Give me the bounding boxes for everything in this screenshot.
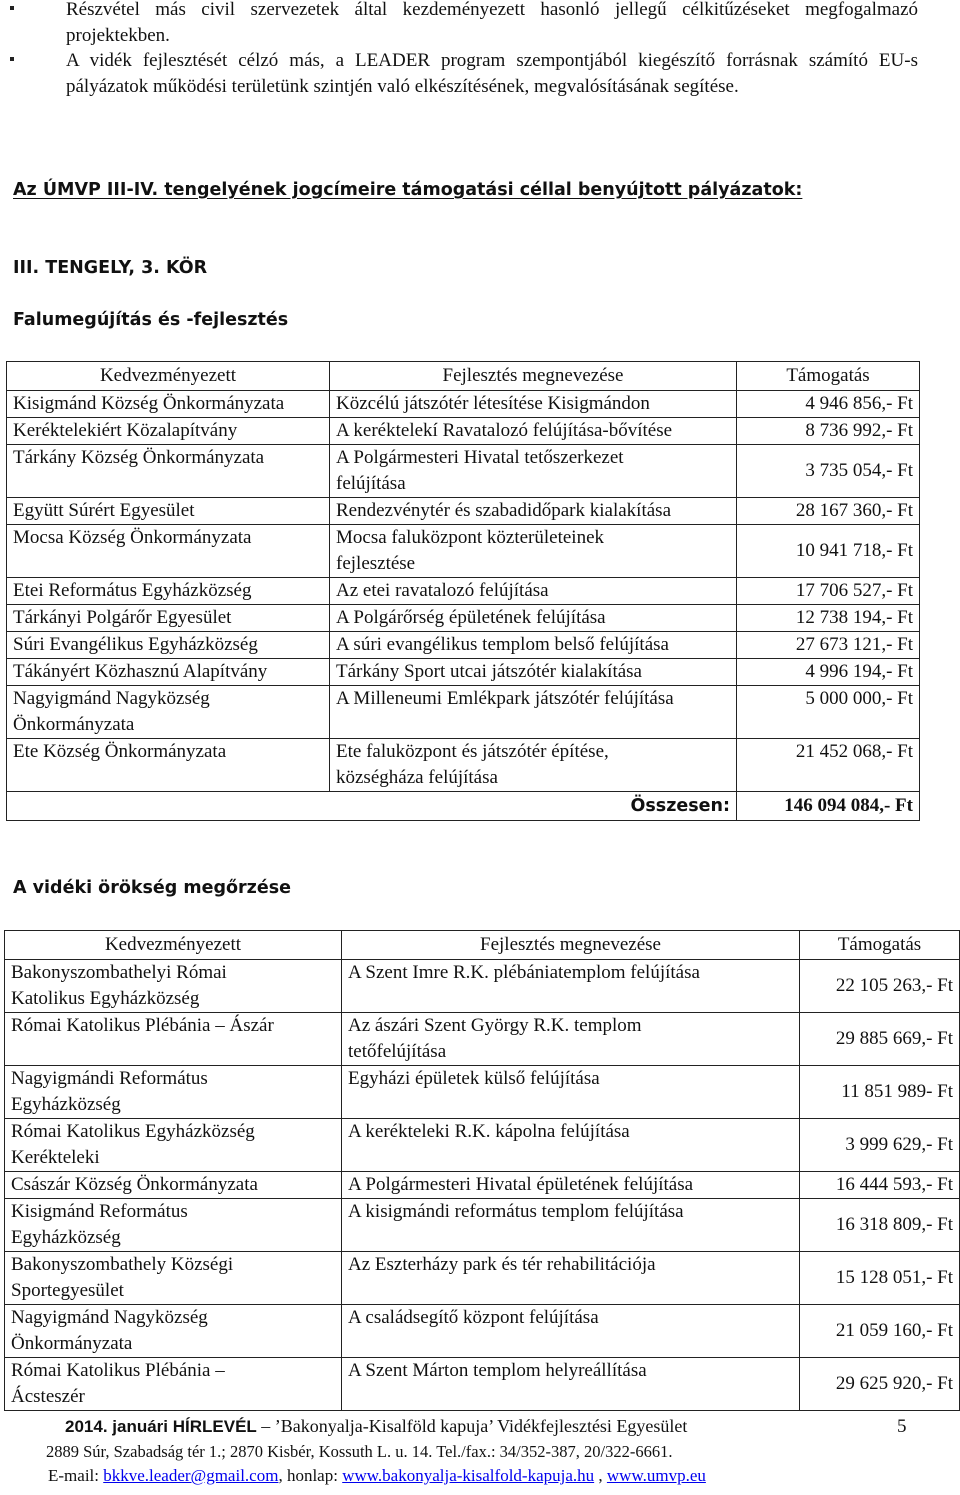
footer-org-name: ’Bakonyalja-Kisalföld kapuja’ Vidékfejlesztési Egyesület bbox=[274, 1416, 688, 1436]
cell-amount: 4 996 194,- Ft bbox=[737, 659, 920, 686]
total-label: Összesen: bbox=[7, 792, 737, 821]
cell-project: A családsegítő központ felújítása bbox=[342, 1305, 800, 1358]
cell-beneficiary: Mocsa Község Önkormányzata bbox=[7, 525, 330, 578]
cell-beneficiary: Római Katolikus Plébánia – Ászár bbox=[5, 1013, 342, 1066]
bullet-marker-icon bbox=[10, 57, 14, 61]
cell-amount: 27 673 121,- Ft bbox=[737, 632, 920, 659]
table-row bbox=[7, 418, 920, 445]
cell-project: Egyházi épületek külső felújítása bbox=[342, 1066, 800, 1119]
cell-beneficiary bbox=[5, 1199, 342, 1252]
cell-amount: 11 851 989- Ft bbox=[800, 1066, 960, 1119]
cell-project-text: A Polgármesteri Hivatal tetőszerkezet felújítása bbox=[336, 447, 624, 494]
cell-project: Az etei ravatalozó felújítása bbox=[330, 578, 737, 605]
cell-amount: 4 946 856,- Ft bbox=[737, 391, 920, 418]
cell-project: A Szent Imre R.K. plébániatemplom felújítása bbox=[342, 960, 800, 1013]
cell-beneficiary-text: Bakonyszombathely Községi Sportegyesület bbox=[11, 1254, 234, 1301]
cell-beneficiary: Tákányért Közhasznú Alapítvány bbox=[7, 659, 330, 686]
table-videki-orokseg bbox=[4, 930, 960, 1411]
cell-project: Közcélú játszótér létesítése Kisigmándon bbox=[330, 391, 737, 418]
cell-amount: 3 735 054,- Ft bbox=[737, 445, 920, 498]
column-header: Támogatás bbox=[737, 362, 920, 391]
cell-project-text: Az ászári Szent György R.K. templom tetőfelújítása bbox=[348, 1015, 642, 1062]
column-header: Fejlesztés megnevezése bbox=[330, 362, 737, 391]
table-row bbox=[5, 1199, 960, 1252]
cell-amount: 28 167 360,- Ft bbox=[737, 498, 920, 525]
footer-date: 2014. januári HÍRLEVÉL bbox=[65, 1417, 257, 1436]
cell-amount: 22 105 263,- Ft bbox=[800, 960, 960, 1013]
cell-amount: 21 059 160,- Ft bbox=[800, 1305, 960, 1358]
table-row bbox=[7, 525, 920, 578]
table-row bbox=[5, 1358, 960, 1411]
cell-amount: 21 452 068,- Ft bbox=[737, 739, 920, 792]
cell-beneficiary bbox=[5, 960, 342, 1013]
bullet-text: A vidék fejlesztését célzó más, a LEADER program szempontjából kiegészítő forrásnak számító EU-s pályázatok működési területünk szintjén való elkészítésének, megvalósításának segítése. bbox=[66, 50, 918, 97]
cell-amount: 5 000 000,- Ft bbox=[737, 686, 920, 739]
cell-beneficiary-text: Bakonyszombathelyi Római Katolikus Egyházközség bbox=[11, 962, 227, 1009]
cell-project: A súri evangélikus templom belső felújítása bbox=[330, 632, 737, 659]
cell-beneficiary: Ete Község Önkormányzata bbox=[7, 739, 330, 792]
footer-contact bbox=[48, 1466, 706, 1486]
cell-project: A Polgármesteri Hivatal épületének felújítása bbox=[342, 1172, 800, 1199]
column-header: Támogatás bbox=[800, 931, 960, 960]
cell-beneficiary: Tárkányi Polgárőr Egyesület bbox=[7, 605, 330, 632]
cell-amount: 16 318 809,- Ft bbox=[800, 1199, 960, 1252]
cell-beneficiary: Császár Község Önkormányzata bbox=[5, 1172, 342, 1199]
section-heading-umvp: Az ÚMVP III-IV. tengelyének jogcímeire támogatási céllal benyújtott pályázatok: bbox=[13, 180, 803, 200]
cell-project: Az Eszterházy park és tér rehabilitációja bbox=[342, 1252, 800, 1305]
footer-line-newsletter bbox=[65, 1416, 687, 1437]
cell-beneficiary bbox=[7, 686, 330, 739]
cell-beneficiary bbox=[5, 1305, 342, 1358]
table-row bbox=[7, 605, 920, 632]
table-row bbox=[5, 1013, 960, 1066]
table-row bbox=[7, 632, 920, 659]
table-row bbox=[7, 739, 920, 792]
table-row bbox=[5, 1172, 960, 1199]
link-separator: , bbox=[594, 1466, 607, 1485]
homepage-link[interactable]: www.bakonyalja-kisalfold-kapuja.hu bbox=[342, 1466, 595, 1485]
cell-amount: 16 444 593,- Ft bbox=[800, 1172, 960, 1199]
table-header-row bbox=[7, 362, 920, 391]
cell-amount: 29 625 920,- Ft bbox=[800, 1358, 960, 1411]
table-header-row bbox=[5, 931, 960, 960]
bullet-text: Részvétel más civil szervezetek által kezdeményezett hasonló jellegű célkitűzéseket megfogalmazó projektekben. bbox=[66, 0, 918, 46]
cell-beneficiary-text: Római Katolikus Egyházközség Kerékteleki bbox=[11, 1121, 255, 1168]
cell-amount: 17 706 527,- Ft bbox=[737, 578, 920, 605]
cell-beneficiary bbox=[5, 1358, 342, 1411]
homepage-label: , honlap: bbox=[278, 1466, 343, 1485]
bullet-marker-icon bbox=[10, 6, 14, 10]
page-number: 5 bbox=[897, 1416, 907, 1437]
cell-project: Tárkány Sport utcai játszótér kialakítása bbox=[330, 659, 737, 686]
table1-title: Falumegújítás és -fejlesztés bbox=[13, 310, 289, 330]
cell-amount: 29 885 669,- Ft bbox=[800, 1013, 960, 1066]
table-row bbox=[7, 391, 920, 418]
cell-project bbox=[342, 1013, 800, 1066]
cell-beneficiary bbox=[5, 1066, 342, 1119]
cell-beneficiary bbox=[5, 1119, 342, 1172]
table-row bbox=[7, 659, 920, 686]
cell-amount: 3 999 629,- Ft bbox=[800, 1119, 960, 1172]
cell-beneficiary bbox=[5, 1252, 342, 1305]
cell-amount: 10 941 718,- Ft bbox=[737, 525, 920, 578]
cell-project: A kisigmándi református templom felújítása bbox=[342, 1199, 800, 1252]
cell-project: A Milleneumi Emlékpark játszótér felújítása bbox=[330, 686, 737, 739]
cell-beneficiary: Etei Református Egyházközség bbox=[7, 578, 330, 605]
table2-title: A vidéki örökség megőrzése bbox=[13, 878, 292, 898]
cell-amount: 8 736 992,- Ft bbox=[737, 418, 920, 445]
cell-beneficiary-text: Kisigmánd Református Egyházközség bbox=[11, 1201, 188, 1248]
table-row bbox=[5, 1066, 960, 1119]
column-header: Kedvezményezett bbox=[7, 362, 330, 391]
cell-project-text: Mocsa faluközpont közterületeinek fejlesztése bbox=[336, 527, 605, 574]
cell-beneficiary: Együtt Súrért Egyesület bbox=[7, 498, 330, 525]
table-row bbox=[5, 1305, 960, 1358]
cell-project bbox=[330, 445, 737, 498]
cell-amount: 12 738 194,- Ft bbox=[737, 605, 920, 632]
cell-project: A Polgárőrség épületének felújítása bbox=[330, 605, 737, 632]
table-row bbox=[7, 686, 920, 739]
cell-project: Rendezvénytér és szabadidőpark kialakítása bbox=[330, 498, 737, 525]
email-label: E-mail: bbox=[48, 1466, 104, 1485]
cell-beneficiary-text: Nagyigmánd Nagyközség Önkormányzata bbox=[13, 688, 210, 735]
footer-dash: – bbox=[256, 1416, 275, 1436]
cell-beneficiary-text: Nagyigmándi Református Egyházközség bbox=[11, 1068, 208, 1115]
table-row bbox=[7, 445, 920, 498]
cell-project bbox=[330, 525, 737, 578]
table-row bbox=[5, 1119, 960, 1172]
cell-beneficiary-text: Római Katolikus Plébánia – Ácsteszér bbox=[11, 1360, 225, 1407]
cell-project: A keréktelekí Ravatalozó felújítása-bővítése bbox=[330, 418, 737, 445]
table-total-row bbox=[7, 792, 920, 821]
column-header: Kedvezményezett bbox=[5, 931, 342, 960]
table-row bbox=[7, 578, 920, 605]
table-row bbox=[7, 498, 920, 525]
column-header: Fejlesztés megnevezése bbox=[342, 931, 800, 960]
cell-project: A kerékteleki R.K. kápolna felújítása bbox=[342, 1119, 800, 1172]
cell-project-text: Ete faluközpont és játszótér építése, községháza felújítása bbox=[336, 741, 609, 788]
cell-project bbox=[330, 739, 737, 792]
footer-address: 2889 Súr, Szabadság tér 1.; 2870 Kisbér, Kossuth L. u. 14. Tel./fax.: 34/352-387, 20/322-6661. bbox=[46, 1442, 673, 1461]
cell-amount: 15 128 051,- Ft bbox=[800, 1252, 960, 1305]
total-value: 146 094 084,- Ft bbox=[737, 792, 920, 821]
cell-project: A Szent Márton templom helyreállítása bbox=[342, 1358, 800, 1411]
cell-beneficiary: Keréktelekiért Közalapítvány bbox=[7, 418, 330, 445]
table-falumegujitas bbox=[6, 361, 920, 821]
cell-beneficiary: Kisigmánd Község Önkormányzata bbox=[7, 391, 330, 418]
cell-beneficiary-text: Nagyigmánd Nagyközség Önkormányzata bbox=[11, 1307, 208, 1354]
table-row bbox=[5, 960, 960, 1013]
axis-heading: III. TENGELY, 3. KÖR bbox=[13, 258, 208, 278]
cell-beneficiary: Súri Evangélikus Egyházközség bbox=[7, 632, 330, 659]
cell-beneficiary: Tárkány Község Önkormányzata bbox=[7, 445, 330, 498]
umvp-link[interactable]: www.umvp.eu bbox=[606, 1466, 706, 1485]
table-row bbox=[5, 1252, 960, 1305]
email-link[interactable]: bkkve.leader@gmail.com bbox=[103, 1466, 279, 1485]
